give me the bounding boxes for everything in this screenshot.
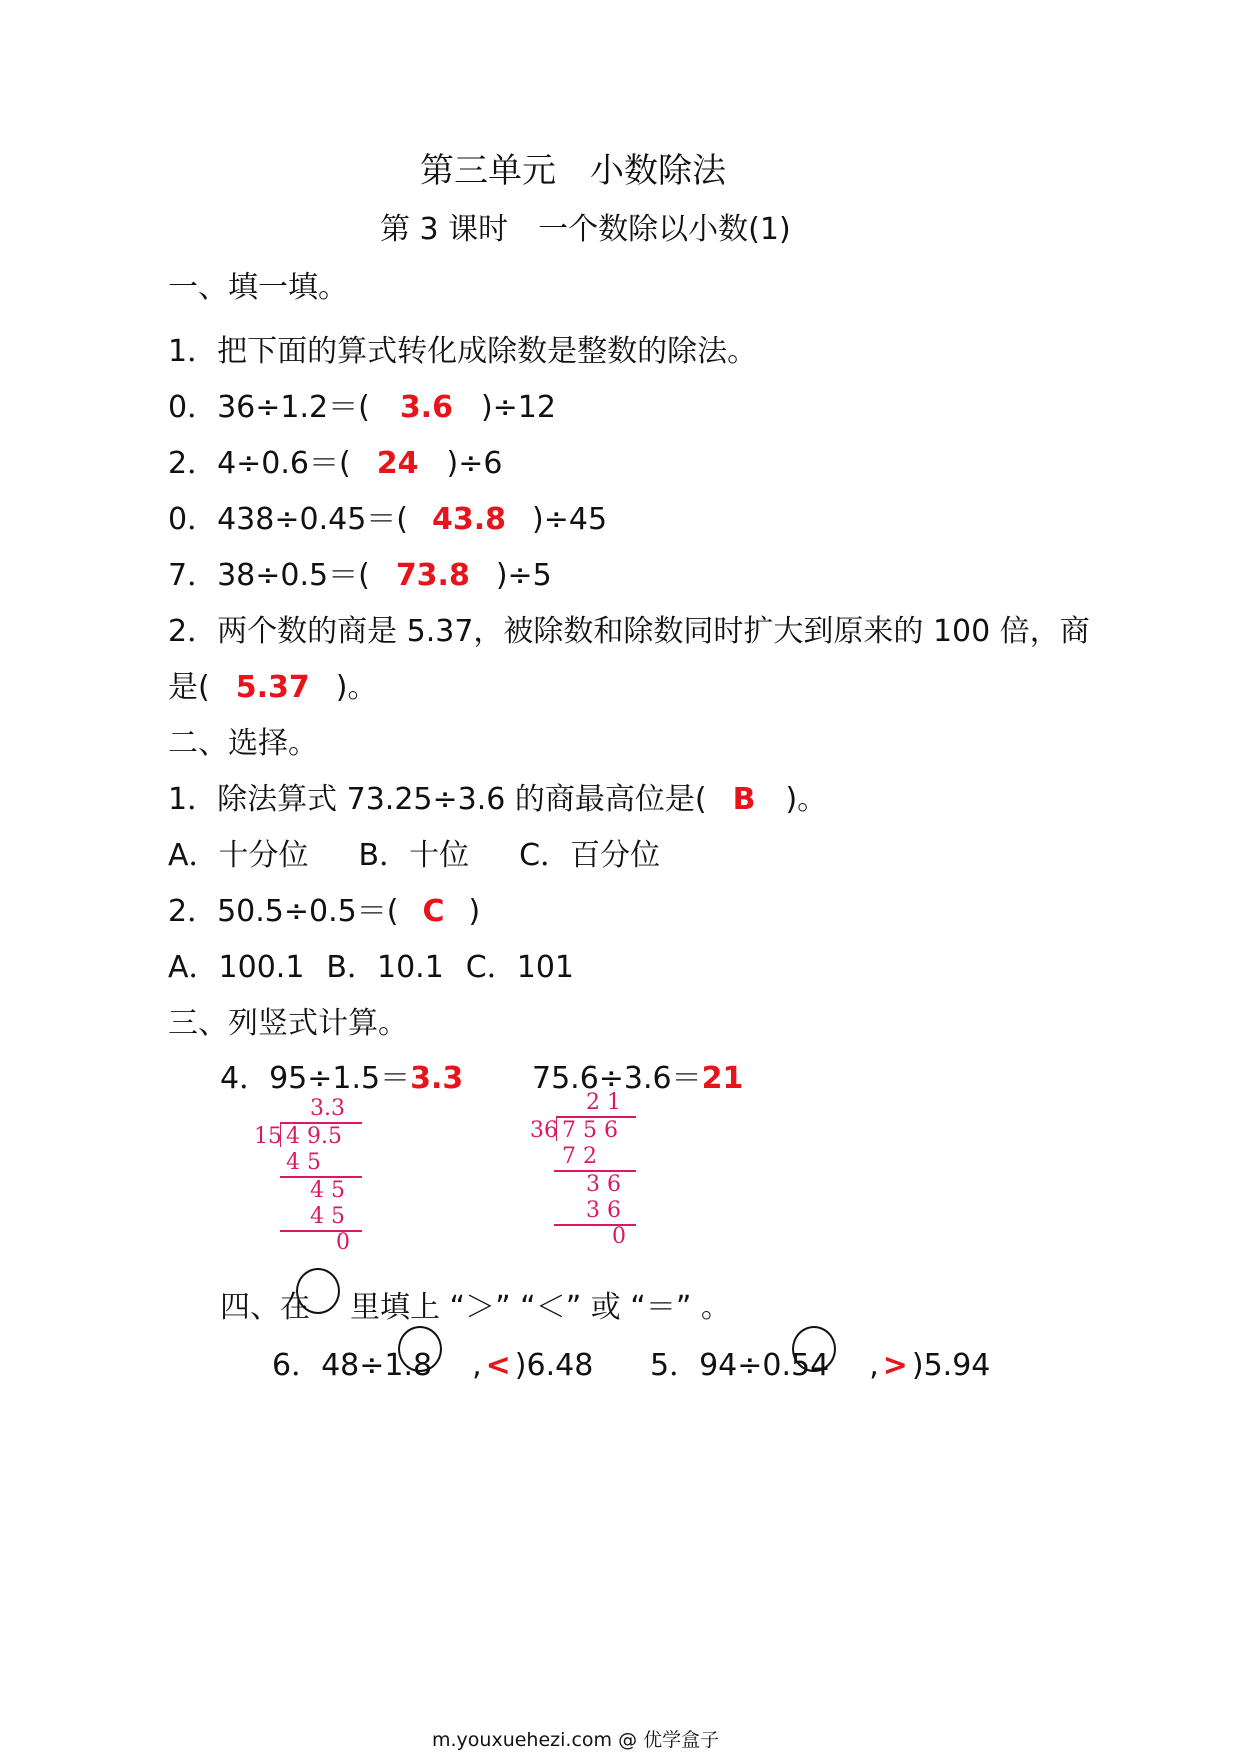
- choice-q1-after: )。: [785, 782, 828, 817]
- q2-after: )。: [335, 670, 378, 705]
- step-2: 4 5: [310, 1178, 345, 1203]
- q2-answer: 5.37: [235, 670, 310, 705]
- choice-q1-before: 1．除法算式 73.25÷3.6 的商最高位是(: [168, 782, 707, 817]
- lesson-title: 第 3 课时 一个数除以小数(1): [380, 212, 791, 247]
- calc-expr: 4．95÷1.5＝: [220, 1061, 411, 1096]
- step-1: 7 2: [562, 1144, 597, 1169]
- long-division-1: [252, 1096, 372, 1261]
- fill-item-1: [168, 382, 556, 426]
- quotient: 2 1: [586, 1090, 621, 1115]
- calc-answer: 3.3: [410, 1061, 464, 1096]
- fill-item-after: )÷6: [446, 446, 503, 481]
- fill-item-before: 2．4÷0.6＝(: [168, 446, 351, 481]
- compare-answer: <: [485, 1348, 511, 1383]
- dividend: 7 5 6: [562, 1118, 618, 1143]
- q2-answer-line: [168, 662, 377, 706]
- fill-item-after: )÷5: [495, 558, 552, 593]
- calc-answer: 21: [701, 1061, 744, 1096]
- fill-answer: 43.8: [432, 502, 507, 537]
- dividend: 4 9.5: [286, 1124, 342, 1149]
- section1-heading: 一、填一填。: [168, 270, 348, 305]
- fill-item-before: 0．36÷1.2＝(: [168, 390, 370, 425]
- divisor: 36: [530, 1118, 558, 1143]
- q1-prompt: 1．把下面的算式转化成除数是整数的除法。: [168, 334, 758, 369]
- quotient: 3.3: [310, 1096, 345, 1121]
- calc-expr: 75.6÷3.6＝: [532, 1061, 702, 1096]
- step-2: 3 6: [586, 1172, 621, 1197]
- unit-title: 第三单元 小数除法: [420, 151, 726, 191]
- blank-circle-icon: [296, 1268, 340, 1314]
- fill-item-after: )÷45: [532, 502, 608, 537]
- fill-item-4: [168, 550, 552, 594]
- footer-source: m.youxuehezi.com @ 优学盒子: [432, 1729, 720, 1751]
- step-3: 4 5: [310, 1204, 345, 1229]
- choice-q2-after: ): [468, 894, 481, 929]
- section2-heading: 二、选择。: [168, 726, 318, 761]
- choice-q1: [168, 774, 827, 818]
- compare-circle-icon: [398, 1326, 442, 1372]
- compare-circle-icon: [792, 1326, 836, 1372]
- compare-answer: >: [882, 1348, 908, 1383]
- section4-heading-before: 四、在: [220, 1290, 310, 1325]
- choice-q2: [168, 886, 480, 930]
- section4-heading-after: 里填上 “＞” “＜” 或 “＝” 。: [350, 1290, 731, 1325]
- choice-q1-answer: B: [732, 782, 756, 817]
- choice-q2-answer: C: [422, 894, 445, 929]
- choice-q2-options: [168, 942, 574, 986]
- compare-left: 6．48÷1.8: [272, 1348, 433, 1383]
- option-a: A．100.1: [168, 950, 305, 985]
- remainder: 0: [336, 1230, 350, 1255]
- fill-answer: 24: [376, 446, 419, 481]
- compare-right: )5.94: [911, 1348, 991, 1383]
- step-3: 3 6: [586, 1198, 621, 1223]
- fill-item-3: [168, 494, 607, 538]
- q2-prompt: 2．两个数的商是 5.37，被除数和除数同时扩大到原来的 100 倍，商: [168, 614, 1090, 649]
- option-a: A．十分位: [168, 838, 309, 873]
- compare-left: 5．94÷0.54: [650, 1348, 830, 1383]
- fill-answer: 3.6: [399, 390, 453, 425]
- option-b: B．10.1: [326, 950, 444, 985]
- section3-heading: 三、列竖式计算。: [168, 1006, 408, 1041]
- option-c: C．101: [465, 950, 575, 985]
- divisor: 15: [254, 1124, 282, 1149]
- compare-comma: ,: [869, 1348, 879, 1383]
- option-b: B．十位: [358, 838, 470, 873]
- step-1: 4 5: [286, 1150, 321, 1175]
- choice-q1-options: [168, 830, 660, 874]
- fill-item-before: 0．438÷0.45＝(: [168, 502, 408, 537]
- choice-q2-before: 2．50.5÷0.5＝(: [168, 894, 399, 929]
- compare-right: )6.48: [514, 1348, 594, 1383]
- q2-before: 是(: [168, 670, 210, 705]
- calc-problem-1: [220, 1053, 463, 1097]
- fill-item-2: [168, 438, 502, 482]
- fill-item-after: )÷12: [480, 390, 556, 425]
- fill-item-before: 7．38÷0.5＝(: [168, 558, 370, 593]
- option-c: C．百分位: [519, 838, 661, 873]
- compare-comma: ,: [472, 1348, 482, 1383]
- remainder: 0: [612, 1224, 626, 1249]
- long-division-2: [528, 1090, 648, 1255]
- fill-answer: 73.8: [395, 558, 470, 593]
